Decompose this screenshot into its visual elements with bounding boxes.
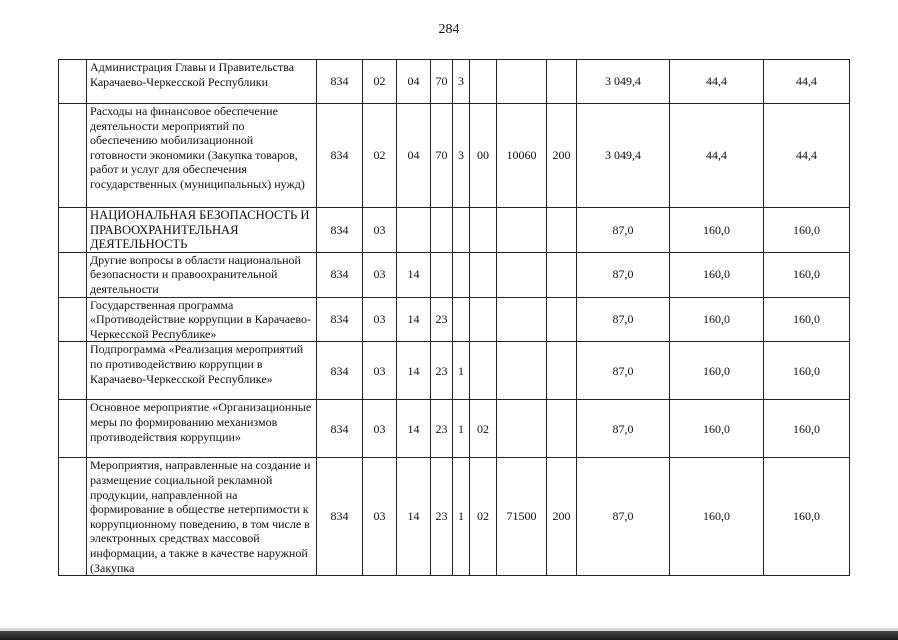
subprogram-code: 3	[453, 104, 470, 208]
amount-year-3: 44,4	[764, 60, 850, 104]
table-row	[59, 342, 850, 400]
subsection-code: 14	[397, 400, 431, 458]
subsection-code: 14	[397, 252, 431, 297]
program-code: 23	[431, 342, 453, 400]
measure-code	[470, 208, 497, 253]
table-row	[59, 297, 850, 342]
expense-type-code	[547, 208, 577, 253]
program-code: 23	[431, 400, 453, 458]
amount-year-1: 87,0	[577, 208, 670, 253]
table-row	[59, 252, 850, 297]
section-code: 03	[363, 458, 397, 576]
amount-year-1: 87,0	[577, 252, 670, 297]
measure-code: 02	[470, 400, 497, 458]
amount-year-3: 160,0	[764, 297, 850, 342]
amount-year-2: 160,0	[670, 458, 764, 576]
glava-code: 834	[317, 342, 363, 400]
row-name: Подпрограмма «Реализация мероприятий по противодействию коррупции в Карачаево-Черкесской Республике»	[87, 342, 317, 400]
expense-type-code	[547, 60, 577, 104]
amount-year-3: 44,4	[764, 104, 850, 208]
amount-year-2: 160,0	[670, 342, 764, 400]
table-row	[59, 60, 850, 104]
target-article-code: 71500	[497, 458, 547, 576]
measure-code: 00	[470, 104, 497, 208]
target-article-code: 10060	[497, 104, 547, 208]
glava-code: 834	[317, 60, 363, 104]
expense-type-code	[547, 297, 577, 342]
amount-year-3: 160,0	[764, 252, 850, 297]
target-article-code	[497, 297, 547, 342]
measure-code	[470, 60, 497, 104]
expense-type-code: 200	[547, 458, 577, 576]
amount-year-3: 160,0	[764, 208, 850, 253]
subprogram-code: 1	[453, 342, 470, 400]
amount-year-1: 87,0	[577, 297, 670, 342]
amount-year-2: 44,4	[670, 60, 764, 104]
measure-code	[470, 252, 497, 297]
expense-type-code	[547, 400, 577, 458]
glava-code: 834	[317, 104, 363, 208]
amount-year-1: 3 049,4	[577, 60, 670, 104]
subsection-code	[397, 208, 431, 253]
amount-year-1: 87,0	[577, 458, 670, 576]
section-code: 03	[363, 208, 397, 253]
table-row	[59, 104, 850, 208]
scan-edge	[0, 631, 898, 640]
glava-code: 834	[317, 252, 363, 297]
section-code: 02	[363, 104, 397, 208]
row-index-cell	[59, 342, 87, 400]
row-name: Государственная программа «Противодействие коррупции в Карачаево-Черкесской Республике»	[87, 297, 317, 342]
row-index-cell	[59, 60, 87, 104]
amount-year-3: 160,0	[764, 342, 850, 400]
row-index-cell	[59, 208, 87, 253]
section-code: 03	[363, 342, 397, 400]
subprogram-code: 1	[453, 458, 470, 576]
subprogram-code: 3	[453, 60, 470, 104]
amount-year-3: 160,0	[764, 400, 850, 458]
target-article-code	[497, 400, 547, 458]
row-index-cell	[59, 458, 87, 576]
amount-year-2: 160,0	[670, 252, 764, 297]
amount-year-3: 160,0	[764, 458, 850, 576]
target-article-code	[497, 208, 547, 253]
section-code: 03	[363, 297, 397, 342]
program-code: 70	[431, 60, 453, 104]
subprogram-code: 1	[453, 400, 470, 458]
table-row	[59, 458, 850, 576]
program-code: 23	[431, 458, 453, 576]
row-name: Мероприятия, направленные на создание и размещение социальной рекламной продукции, направленной на формирование в обществе нетерпимости к коррупционному поведению, в том числе в электронных средствах массовой информации, а также в качестве наружной (Закупка	[87, 458, 317, 576]
row-index-cell	[59, 297, 87, 342]
subprogram-code	[453, 208, 470, 253]
measure-code: 02	[470, 458, 497, 576]
budget-table	[58, 59, 850, 576]
row-index-cell	[59, 104, 87, 208]
subsection-code: 04	[397, 60, 431, 104]
amount-year-2: 160,0	[670, 208, 764, 253]
target-article-code	[497, 342, 547, 400]
glava-code: 834	[317, 208, 363, 253]
section-code: 03	[363, 400, 397, 458]
row-index-cell	[59, 400, 87, 458]
amount-year-1: 87,0	[577, 400, 670, 458]
amount-year-1: 3 049,4	[577, 104, 670, 208]
measure-code	[470, 297, 497, 342]
subsection-code: 04	[397, 104, 431, 208]
program-code	[431, 252, 453, 297]
glava-code: 834	[317, 458, 363, 576]
subprogram-code	[453, 297, 470, 342]
target-article-code	[497, 60, 547, 104]
target-article-code	[497, 252, 547, 297]
amount-year-1: 87,0	[577, 342, 670, 400]
row-name: НАЦИОНАЛЬНАЯ БЕЗОПАСНОСТЬ И ПРАВООХРАНИТЕЛЬНАЯ ДЕЯТЕЛЬНОСТЬ	[87, 208, 317, 253]
page-number: 284	[438, 22, 460, 37]
row-name: Другие вопросы в области национальной безопасности и правоохранительной деятельности	[87, 252, 317, 297]
glava-code: 834	[317, 400, 363, 458]
program-code	[431, 208, 453, 253]
subsection-code: 14	[397, 297, 431, 342]
amount-year-2: 160,0	[670, 297, 764, 342]
expense-type-code: 200	[547, 104, 577, 208]
program-code: 23	[431, 297, 453, 342]
glava-code: 834	[317, 297, 363, 342]
subsection-code: 14	[397, 458, 431, 576]
expense-type-code	[547, 342, 577, 400]
table-row	[59, 208, 850, 253]
amount-year-2: 44,4	[670, 104, 764, 208]
subprogram-code	[453, 252, 470, 297]
expense-type-code	[547, 252, 577, 297]
amount-year-2: 160,0	[670, 400, 764, 458]
table-row	[59, 400, 850, 458]
program-code: 70	[431, 104, 453, 208]
row-name: Расходы на финансовое обеспечение деятельности мероприятий по обеспечению мобилизационной готовности экономики (Закупка товаров, работ и услуг для обеспечения государственных (муниципальных) нужд)	[87, 104, 317, 208]
row-name: Основное мероприятие «Организационные меры по формированию механизмов противодействия коррупции»	[87, 400, 317, 458]
measure-code	[470, 342, 497, 400]
subsection-code: 14	[397, 342, 431, 400]
section-code: 03	[363, 252, 397, 297]
section-code: 02	[363, 60, 397, 104]
row-name: Администрация Главы и Правительства Карачаево-Черкесской Республики	[87, 60, 317, 104]
row-index-cell	[59, 252, 87, 297]
